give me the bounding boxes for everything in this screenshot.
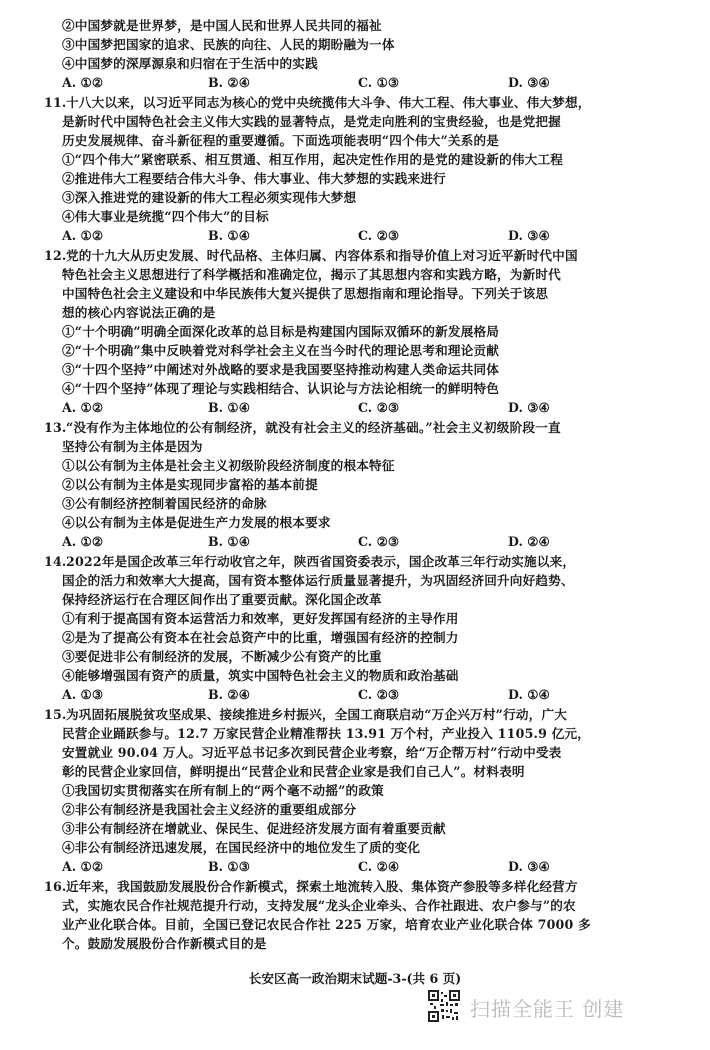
option-d: D. ②④ [508,534,550,549]
option-a: A. ①② [62,534,104,549]
question-16-stem-1: 近年来，我国鼓励发展股份合作新模式，探索土地流转入股、集体资产参股等多样化经营方 [66,879,578,894]
question-12-number: 12. [44,248,67,263]
option-c: C. ②③ [358,534,400,549]
question-13-item-4: ④以公有制为主体是促进生产力发展的根本要求 [62,515,331,530]
option-a: A. ①② [62,228,104,243]
qr-code-icon [428,990,460,1022]
question-11-number: 11. [44,95,67,110]
question-15-item-1: ①我国切实贯彻落实在所有制上的“两个毫不动摇”的政策 [62,783,384,798]
question-15-item-3: ③非公有制经济在增就业、保民生、促进经济发展方面有着重要贡献 [62,821,446,836]
question-15-number: 15. [44,707,67,722]
question-11-stem-1: 十八大以来，以习近平同志为核心的党中央统揽伟大斗争、伟大工程、伟大事业、伟大梦想， [66,95,591,110]
option-d: D. ③④ [508,228,550,243]
question-12-item-2: ②“十个明确”集中反映着党对科学社会主义在当今时代的理论思考和理论贡献 [62,343,500,358]
option-b: B. ①③ [208,859,250,874]
option-c: C. ②③ [358,687,400,702]
top-item-3: ③中国梦把国家的追求、民族的向往、人民的期盼融为一体 [62,37,395,52]
question-13-item-1: ①以公有制为主体是社会主义初级阶段经济制度的根本特征 [62,458,395,473]
question-15-stem-1: 为巩固拓展脱贫攻坚成果、接续推进乡村振兴，全国工商联启动“万企兴万村”行动，广大 [66,707,568,722]
option-c: C. ②④ [358,859,400,874]
question-12-item-4: ④“十四个坚持”体现了理论与实践相结合、认识论与方法论相统一的鲜明特色 [62,381,500,396]
option-b: B. ①④ [208,534,250,549]
page-footer: 长安区高一政治期末试题-3-(共 6 页) [248,971,462,986]
question-14-stem-1: 2022年是国企改革三年行动收官之年，陕西省国资委表示，国企改革三年行动实施以来， [66,554,576,569]
question-11-item-2: ②推进伟大工程要结合伟大斗争、伟大事业、伟大梦想的实践来进行 [62,171,446,186]
question-13-stem-2: 坚持公有制为主体是因为 [62,439,203,454]
question-15-item-2: ②非公有制经济是我国社会主义经济的重要组成部分 [62,802,357,817]
question-12-stem-1: 党的十九大从历史发展、时代品格、主体归属、内容体系和指导价值上对习近平新时代中国 [66,248,578,263]
question-15-stem-3: 安置就业 90.04 万人。习近平总书记多次到民营企业考察，给“万企帮万村”行动中受表 [62,745,562,760]
option-c: C. ②③ [358,400,400,415]
question-11-item-1: ①“四个伟大”紧密联系、相互贯通、相互作用，起决定性作用的是党的建设新的伟大工程 [62,152,564,167]
option-c: C. ②③ [358,228,400,243]
option-b: B. ①④ [208,400,250,415]
question-12-stem-2: 特色社会主义思想进行了科学概括和准确定位，揭示了其思想内容和实践方略，为新时代 [62,267,561,282]
question-14-number: 14. [44,554,67,569]
question-12-stem-3: 中国特色社会主义建设和中华民族伟大复兴提供了思想指南和理论指导。下列关于该思 [62,286,549,301]
question-14-item-4: ④能够增强国有资产的质量，筑实中国特色社会主义的物质和政治基础 [62,668,459,683]
question-13-stem-1: “没有作为主体地位的公有制经济，就没有社会主义的经济基础。”社会主义初级阶段一直 [66,420,561,435]
question-15-stem-2: 民营企业踊跃参与。12.7 万家民营企业精准帮扶 13.91 万个村，产业投入 1105.9 亿元， [62,726,591,741]
question-13-item-2: ②以公有制为主体是实现同步富裕的基本前提 [62,477,318,492]
option-d: D. ③④ [508,859,550,874]
question-13-number: 13. [44,420,67,435]
top-item-4: ④中国梦的深厚源泉和归宿在于生活中的实践 [62,56,318,71]
question-16-stem-4: 个。鼓励发展股份合作新模式目的是 [62,936,267,951]
question-14-item-1: ①有利于提高国有资本运营活力和效率，更好发挥国有经济的主导作用 [62,611,459,626]
option-a: A. ①② [62,400,104,415]
question-11-item-3: ③深入推进党的建设新的伟大工程必须实现伟大梦想 [62,190,357,205]
question-11-stem-2: 是新时代中国特色社会主义伟大实践的显著特点，是党走向胜利的宝贵经验，也是党把握 [62,114,561,129]
option-d: D. ③④ [508,400,550,415]
question-14-stem-2: 国企的活力和效率大大提高，国有资本整体运行质量显著提升，为巩固经济回升向好趋势、 [62,573,574,588]
question-14-item-2: ②是为了提高公有资本在社会总资产中的比重，增强国有经济的控制力 [62,630,459,645]
question-12-stem-4: 想的核心内容说法正确的是 [62,305,216,320]
question-16-stem-3: 业产业化联合体。目前，全国已登记农民合作社 225 万家，培育农业产业化联合体 7000 多 [62,917,591,932]
question-11-stem-3: 历史发展规律、奋斗新征程的重要遵循。下面选项能表明“四个伟大”关系的是 [62,133,500,148]
option-b: B. ②④ [208,687,250,702]
scanner-watermark [428,990,698,1024]
option-c: C. ①③ [358,75,400,90]
question-13-item-3: ③公有制经济控制着国民经济的命脉 [62,496,267,511]
question-14-stem-3: 保持经济运行在合理区间作出了重要贡献。深化国企改革 [62,592,382,607]
option-b: B. ①④ [208,228,250,243]
question-15-item-4: ④非公有制经济迅速发展，在国民经济中的地位发生了质的变化 [62,840,421,855]
question-15-stem-4: 彰的民营企业家回信，鲜明提出“民营企业和民营企业家是我们自己人”。材料表明 [62,764,525,779]
option-b: B. ②④ [208,75,250,90]
option-a: A. ①② [62,859,104,874]
question-16-stem-2: 式，实施农民合作社规范提升行动，支持发展“龙头企业牵头、合作社跟进、农户参与”的农 [62,898,576,913]
question-11-item-4: ④伟大事业是统揽“四个伟大”的目标 [62,209,269,224]
option-a: A. ①② [62,75,104,90]
question-12-item-3: ③“十四个坚持”中阐述对外战略的要求是我国要坚持推动构建人类命运共同体 [62,362,500,377]
question-16-number: 16. [44,879,67,894]
option-a: A. ①③ [62,687,104,702]
question-14-item-3: ③要促进非公有制经济的发展，不断减少公有资产的比重 [62,649,382,664]
question-12-item-1: ①“十个明确”明确全面深化改革的总目标是构建国内国际双循环的新发展格局 [62,324,500,339]
top-item-2: ②中国梦就是世界梦，是中国人民和世界人民共同的福祉 [62,18,382,33]
option-d: D. ③④ [508,75,550,90]
option-d: D. ①④ [508,687,550,702]
watermark-text: 扫描全能王 创建 [470,997,625,1021]
